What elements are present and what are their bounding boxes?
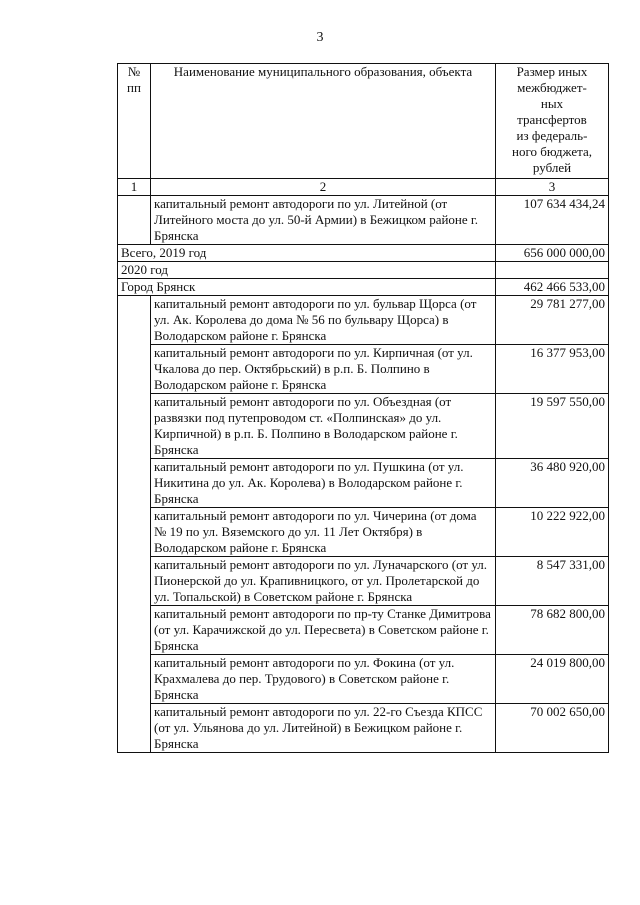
- header-name-cell: Наименование муниципального образования, объекта: [151, 64, 496, 179]
- total-2019-label: Всего, 2019 год: [118, 245, 496, 262]
- header-row: [118, 64, 609, 179]
- row-amount: 78 682 800,00: [496, 606, 609, 655]
- table-row: [118, 459, 609, 508]
- year-2020-label: 2020 год: [118, 262, 496, 279]
- row-amount: 107 634 434,24: [496, 196, 609, 245]
- header-number-line1: №: [127, 64, 141, 79]
- table-row: [118, 296, 609, 345]
- row-amount: 8 547 331,00: [496, 557, 609, 606]
- header-amount-line: ного бюджета,: [512, 144, 592, 159]
- transfers-table: [117, 63, 609, 753]
- year-2020-row: [118, 262, 609, 279]
- header-amount-line: из федераль-: [516, 128, 588, 143]
- group-number-cell: [118, 296, 151, 753]
- header-number-line2: пп: [127, 80, 141, 95]
- numbering-cell-1: 1: [118, 179, 151, 196]
- row-name: капитальный ремонт автодороги по пр-ту Станке Димитрова (от ул. Карачижской до ул. Пересвета) в Советском районе г. Брянска: [151, 606, 496, 655]
- row-amount: 36 480 920,00: [496, 459, 609, 508]
- row-name: капитальный ремонт автодороги по ул. бульвар Щорса (от ул. Ак. Королева до дома № 56 по бульвару Щорса) в Володарском районе г. Брянска: [151, 296, 496, 345]
- city-amount: 462 466 533,00: [496, 279, 609, 296]
- total-2019-row: [118, 245, 609, 262]
- row-name: капитальный ремонт автодороги по ул. Луначарского (от ул. Пионерской до ул. Крапивницкого, от ул. Пролетарской до ул. Топальской) в Советском районе г. Брянска: [151, 557, 496, 606]
- row-amount: 29 781 277,00: [496, 296, 609, 345]
- table-row: [118, 655, 609, 704]
- numbering-row: [118, 179, 609, 196]
- row-amount: 10 222 922,00: [496, 508, 609, 557]
- table-row: [118, 557, 609, 606]
- numbering-cell-3: 3: [496, 179, 609, 196]
- row-name: капитальный ремонт автодороги по ул. Литейной (от Литейного моста до ул. 50-й Армии) в Бежицком районе г. Брянска: [151, 196, 496, 245]
- row-name: капитальный ремонт автодороги по ул. 22-го Съезда КПСС (от ул. Ульянова до ул. Литейной) в Бежицком районе г. Брянска: [151, 704, 496, 753]
- row-amount: 24 019 800,00: [496, 655, 609, 704]
- page-number: 3: [316, 30, 324, 45]
- row-number-cell: [118, 196, 151, 245]
- table-row: [118, 508, 609, 557]
- numbering-cell-2: 2: [151, 179, 496, 196]
- table-row: [118, 345, 609, 394]
- header-amount-line: Размер иных: [516, 64, 588, 79]
- row-name: капитальный ремонт автодороги по ул. Фокина (от ул. Крахмалева до пер. Трудового) в Советском районе г. Брянска: [151, 655, 496, 704]
- header-amount-line: ных: [540, 96, 564, 111]
- row-amount: 19 597 550,00: [496, 394, 609, 459]
- row-amount: 70 002 650,00: [496, 704, 609, 753]
- row-name: капитальный ремонт автодороги по ул. Объездная (от развязки под путепроводом ст. «Полпинская» до ул. Кирпичной) в р.п. Б. Полпино в Володарском районе г. Брянска: [151, 394, 496, 459]
- header-number-cell: [118, 64, 151, 179]
- table-row: [118, 704, 609, 753]
- table-row: [118, 606, 609, 655]
- header-amount-cell: [496, 64, 609, 179]
- row-amount: 16 377 953,00: [496, 345, 609, 394]
- row-name: капитальный ремонт автодороги по ул. Чичерина (от дома № 19 по ул. Вяземского до ул. 11 Лет Октября) в Володарском районе г. Брянска: [151, 508, 496, 557]
- header-amount-line: трансфертов: [517, 112, 587, 127]
- year-2020-amount: [496, 262, 609, 279]
- row-name: капитальный ремонт автодороги по ул. Пушкина (от ул. Никитина до ул. Ак. Королева) в Володарском районе г. Брянска: [151, 459, 496, 508]
- city-row: [118, 279, 609, 296]
- table-row: [118, 394, 609, 459]
- header-amount-line: межбюджет-: [517, 80, 587, 95]
- city-label: Город Брянск: [118, 279, 496, 296]
- table-row: [118, 196, 609, 245]
- row-name: капитальный ремонт автодороги по ул. Кирпичная (от ул. Чкалова до пер. Октябрьский) в р.п. Б. Полпино в Володарском районе г. Брянска: [151, 345, 496, 394]
- header-amount-line: рублей: [532, 160, 572, 175]
- total-2019-amount: 656 000 000,00: [496, 245, 609, 262]
